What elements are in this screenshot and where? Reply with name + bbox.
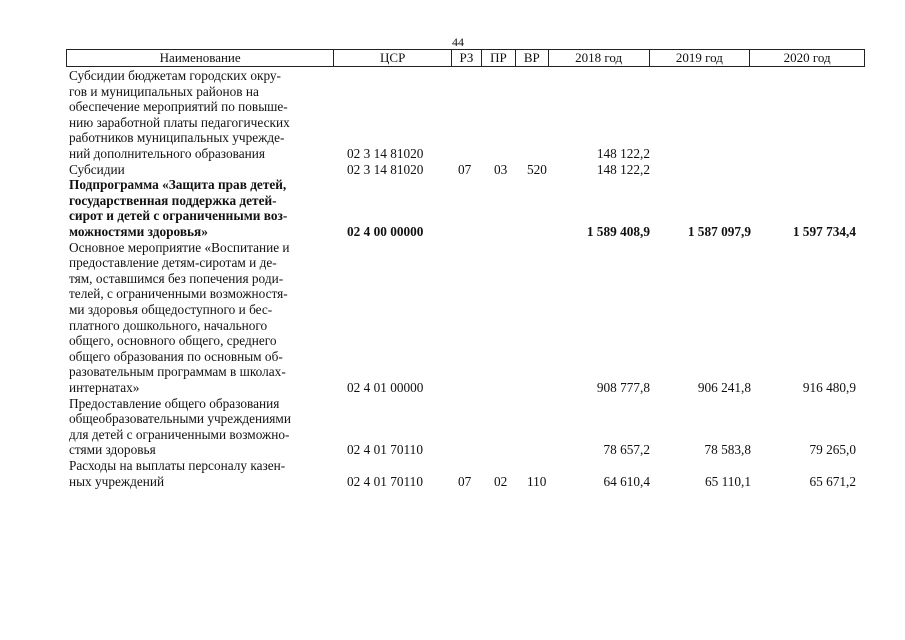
row-name — [69, 68, 324, 162]
row-name — [69, 396, 324, 458]
header-pr: ПР — [481, 50, 515, 66]
table-row — [0, 68, 905, 162]
row-name-line: предоставление детям-сиротам и де- — [69, 255, 277, 271]
row-csr: 02 4 01 00000 — [347, 379, 424, 395]
row-2019: 906 241,8 — [697, 379, 751, 395]
row-name-line: государственная поддержка детей- — [69, 192, 277, 208]
page-number: 44 — [452, 35, 464, 49]
row-2020: 916 480,9 — [802, 379, 856, 395]
table-row — [0, 396, 905, 458]
row-name-line: интернатах» — [69, 379, 140, 395]
row-2018: 908 777,8 — [596, 379, 650, 395]
row-2020: 79 265,0 — [809, 442, 856, 458]
row-name-line: гов и муниципальных районов на — [69, 83, 259, 99]
row-name — [69, 162, 324, 178]
row-name-line: общеобразовательными учреждениями — [69, 411, 291, 427]
row-name-line: ми здоровья общедоступного и бес- — [69, 301, 273, 317]
row-name-line: сирот и детей с ограниченными воз- — [69, 208, 288, 224]
row-name-line: Предоставление общего образования — [69, 395, 280, 411]
row-name-line: Субсидии — [69, 161, 125, 177]
header-rz: РЗ — [451, 50, 481, 66]
row-2018: 148 122,2 — [596, 161, 650, 177]
row-csr: 02 4 01 70110 — [347, 442, 423, 458]
row-name-line: Подпрограмма «Защита прав детей, — [69, 177, 287, 193]
row-2018: 64 610,4 — [603, 473, 650, 489]
row-vr: 110 — [527, 473, 547, 489]
table-header — [66, 49, 865, 67]
header-2020: 2020 год — [749, 50, 864, 66]
row-csr: 02 4 00 00000 — [347, 223, 424, 239]
row-2018: 1 589 408,9 — [586, 223, 650, 239]
table-row — [0, 177, 905, 239]
table-row — [0, 240, 905, 396]
row-name-line: обеспечение мероприятий по повыше- — [69, 99, 288, 115]
row-csr: 02 3 14 81020 — [347, 146, 424, 161]
row-name-line: ний дополнительного образования — [69, 145, 265, 161]
row-name-line: общего образования по основным об- — [69, 348, 283, 364]
header-vr: ВР — [515, 50, 548, 66]
row-name-line: тям, оставшимся без попечения роди- — [69, 270, 284, 286]
row-2018: 78 657,2 — [603, 442, 650, 458]
row-2019: 1 587 097,9 — [687, 223, 751, 239]
row-name-line: ных учреждений — [69, 473, 165, 489]
row-name-line: телей, с ограниченными возможностя- — [69, 286, 288, 302]
header-2018: 2018 год — [548, 50, 649, 66]
row-name — [69, 458, 324, 489]
row-csr: 02 4 01 70110 — [347, 473, 423, 489]
header-2019: 2019 год — [649, 50, 750, 66]
row-name-line: стями здоровья — [69, 442, 156, 458]
row-name-line: разовательным программам в школах- — [69, 364, 286, 380]
row-name-line: нию заработной платы педагогических — [69, 114, 290, 130]
row-2020: 1 597 734,4 — [792, 223, 856, 239]
row-name-line: общего, основного общего, среднего — [69, 333, 277, 349]
row-2019: 78 583,8 — [704, 442, 751, 458]
row-rz: 07 — [458, 473, 472, 489]
row-2018: 148 122,2 — [596, 146, 650, 161]
row-name — [69, 177, 324, 239]
row-pr: 02 — [494, 473, 508, 489]
table-row — [0, 162, 905, 178]
table-body — [0, 68, 905, 489]
header-csr: ЦСР — [333, 50, 451, 66]
header-name: Наименование — [159, 50, 241, 65]
row-2019: 65 110,1 — [704, 473, 751, 489]
row-pr: 03 — [494, 161, 508, 177]
row-name-line: для детей с ограниченными возможно- — [69, 426, 290, 442]
row-name-line: работников муниципальных учрежде- — [69, 130, 285, 146]
table-row — [0, 458, 905, 489]
row-name-line: Основное мероприятие «Воспитание и — [69, 239, 290, 255]
row-vr: 520 — [527, 161, 547, 177]
row-name-line: платного дошкольного, начального — [69, 317, 268, 333]
row-name — [69, 240, 324, 396]
row-name-line: можностями здоровья» — [69, 223, 208, 239]
row-2020: 65 671,2 — [809, 473, 856, 489]
row-name-line: Расходы на выплаты персоналу казен- — [69, 457, 286, 473]
row-csr: 02 3 14 81020 — [347, 161, 424, 177]
row-rz: 07 — [458, 161, 472, 177]
row-name-line: Субсидии бюджетам городских окру- — [69, 68, 281, 83]
